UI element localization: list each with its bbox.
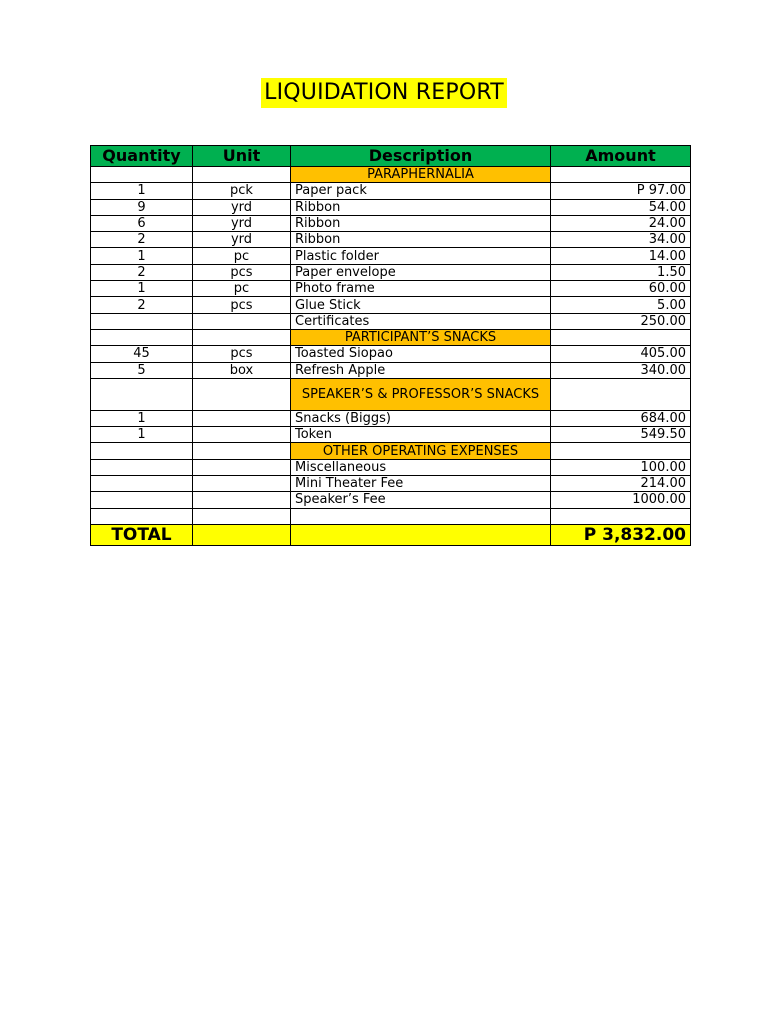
header-unit: Unit <box>193 146 291 167</box>
empty-cell <box>91 508 193 524</box>
unit-cell: pc <box>193 281 291 297</box>
unit-cell: box <box>193 362 291 378</box>
unit-cell: pcs <box>193 297 291 313</box>
quantity-cell: 6 <box>91 215 193 231</box>
section-header-row <box>91 443 691 459</box>
quantity-cell <box>91 313 193 329</box>
section-label: PARTICIPANT’S SNACKS <box>291 329 551 345</box>
section-label: OTHER OPERATING EXPENSES <box>291 443 551 459</box>
header-quantity: Quantity <box>91 146 193 167</box>
section-header-row <box>91 167 691 183</box>
section-header-row <box>91 329 691 345</box>
amount-cell: 54.00 <box>551 199 691 215</box>
unit-cell <box>193 459 291 475</box>
amount-cell: 5.00 <box>551 297 691 313</box>
amount-cell: 214.00 <box>551 476 691 492</box>
amount-cell: 405.00 <box>551 346 691 362</box>
empty-cell <box>91 167 193 183</box>
amount-cell: P 97.00 <box>551 183 691 199</box>
empty-cell <box>193 329 291 345</box>
table-row <box>91 427 691 443</box>
header-description: Description <box>291 146 551 167</box>
amount-cell: 60.00 <box>551 281 691 297</box>
empty-cell <box>91 329 193 345</box>
description-cell: Speaker’s Fee <box>291 492 551 508</box>
section-label: PARAPHERNALIA <box>291 167 551 183</box>
table-row <box>91 313 691 329</box>
description-cell: Snacks (Biggs) <box>291 410 551 426</box>
empty-cell <box>551 329 691 345</box>
title-wrap <box>0 78 768 108</box>
amount-cell: 1000.00 <box>551 492 691 508</box>
empty-cell <box>193 167 291 183</box>
amount-cell: 100.00 <box>551 459 691 475</box>
expense-table <box>90 145 691 546</box>
description-cell: Glue Stick <box>291 297 551 313</box>
header-amount: Amount <box>551 146 691 167</box>
description-cell: Ribbon <box>291 215 551 231</box>
table-row <box>91 215 691 231</box>
amount-cell: 24.00 <box>551 215 691 231</box>
unit-cell <box>193 492 291 508</box>
empty-cell <box>551 443 691 459</box>
amount-cell: 1.50 <box>551 264 691 280</box>
description-cell: Certificates <box>291 313 551 329</box>
empty-cell <box>193 378 291 410</box>
quantity-cell: 9 <box>91 199 193 215</box>
quantity-cell: 1 <box>91 281 193 297</box>
empty-cell <box>193 443 291 459</box>
description-cell: Mini Theater Fee <box>291 476 551 492</box>
table-row <box>91 297 691 313</box>
empty-cell <box>91 443 193 459</box>
table-body <box>91 167 691 546</box>
description-cell: Photo frame <box>291 281 551 297</box>
table-row <box>91 346 691 362</box>
empty-cell <box>193 508 291 524</box>
table-row <box>91 410 691 426</box>
table-row <box>91 248 691 264</box>
description-cell: Miscellaneous <box>291 459 551 475</box>
unit-cell <box>193 313 291 329</box>
quantity-cell <box>91 459 193 475</box>
empty-cell <box>551 167 691 183</box>
table-row <box>91 281 691 297</box>
empty-cell <box>291 508 551 524</box>
unit-cell <box>193 427 291 443</box>
unit-cell <box>193 476 291 492</box>
quantity-cell: 45 <box>91 346 193 362</box>
unit-cell: yrd <box>193 232 291 248</box>
section-label: SPEAKER’S & PROFESSOR’S SNACKS <box>291 378 551 410</box>
unit-cell: yrd <box>193 199 291 215</box>
table-row <box>91 183 691 199</box>
total-label: TOTAL <box>91 524 193 545</box>
report-title: LIQUIDATION REPORT <box>261 78 507 108</box>
amount-cell: 684.00 <box>551 410 691 426</box>
amount-cell: 250.00 <box>551 313 691 329</box>
description-cell: Toasted Siopao <box>291 346 551 362</box>
description-cell: Token <box>291 427 551 443</box>
description-cell: Ribbon <box>291 232 551 248</box>
table-header-row <box>91 146 691 167</box>
unit-cell <box>193 410 291 426</box>
unit-cell: pck <box>193 183 291 199</box>
table-row <box>91 362 691 378</box>
quantity-cell: 1 <box>91 410 193 426</box>
description-cell: Paper pack <box>291 183 551 199</box>
quantity-cell: 5 <box>91 362 193 378</box>
empty-cell <box>291 524 551 545</box>
empty-cell <box>91 378 193 410</box>
blank-row <box>91 508 691 524</box>
section-header-row <box>91 378 691 410</box>
description-cell: Plastic folder <box>291 248 551 264</box>
quantity-cell: 2 <box>91 232 193 248</box>
table-row <box>91 476 691 492</box>
quantity-cell: 2 <box>91 264 193 280</box>
unit-cell: pc <box>193 248 291 264</box>
unit-cell: pcs <box>193 346 291 362</box>
amount-cell: 34.00 <box>551 232 691 248</box>
quantity-cell: 1 <box>91 183 193 199</box>
total-row <box>91 524 691 545</box>
empty-cell <box>551 508 691 524</box>
empty-cell <box>551 378 691 410</box>
quantity-cell: 2 <box>91 297 193 313</box>
table-row <box>91 459 691 475</box>
empty-cell <box>193 524 291 545</box>
table-row <box>91 492 691 508</box>
table-row <box>91 199 691 215</box>
description-cell: Refresh Apple <box>291 362 551 378</box>
unit-cell: pcs <box>193 264 291 280</box>
description-cell: Ribbon <box>291 199 551 215</box>
amount-cell: 340.00 <box>551 362 691 378</box>
quantity-cell: 1 <box>91 248 193 264</box>
description-cell: Paper envelope <box>291 264 551 280</box>
quantity-cell <box>91 492 193 508</box>
amount-cell: 14.00 <box>551 248 691 264</box>
table-row <box>91 264 691 280</box>
amount-cell: 549.50 <box>551 427 691 443</box>
table-row <box>91 232 691 248</box>
unit-cell: yrd <box>193 215 291 231</box>
quantity-cell: 1 <box>91 427 193 443</box>
quantity-cell <box>91 476 193 492</box>
total-amount: P 3,832.00 <box>551 524 691 545</box>
